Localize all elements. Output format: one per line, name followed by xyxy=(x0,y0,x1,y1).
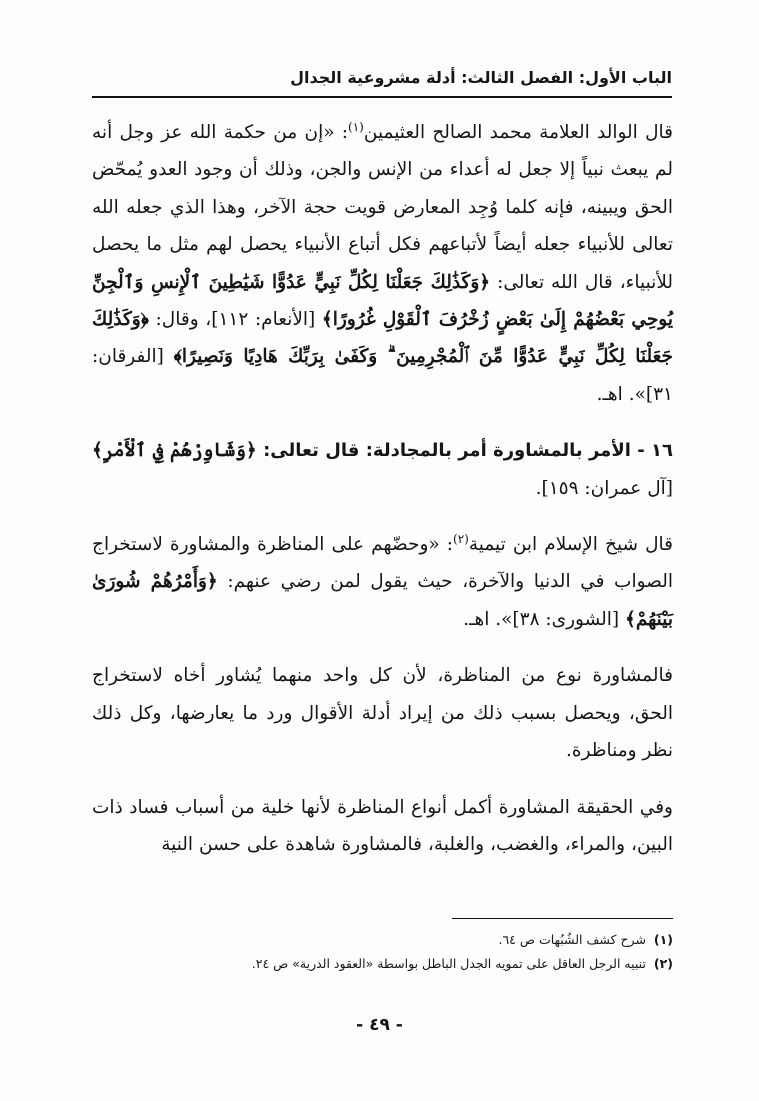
footnote-number: (١) xyxy=(653,932,673,947)
footnote-ref-1[interactable]: (١) xyxy=(348,119,364,134)
footnotes xyxy=(92,928,673,976)
footnote-ref-2[interactable]: (٢) xyxy=(453,531,469,546)
footnote-separator xyxy=(452,918,673,919)
footnote-1 xyxy=(92,928,673,952)
footnote-2 xyxy=(92,952,673,976)
main-text xyxy=(92,114,673,863)
quran-verse: ﴿وَكَذَٰلِكَ جَعَلْنَا لِكُلِّ نَبِيٍّ عَدُوًّا مِّنَ ٱلْمُجْرِمِينَ ۗ وَكَفَىٰ بِرَبِّكَ هَادِيًا وَنَصِيرًا﴾ xyxy=(92,309,673,368)
running-header xyxy=(92,58,672,98)
paragraph-consultation-perfect: وفي الحقيقة المشاورة أكمل أنواع المناظرة لأنها خلية من أسباب فساد ذات البين، والمراء، والغضب، والغلبة، فالمشاورة شاهدة على حسن النية xyxy=(92,796,673,855)
page-number: - ٤٩ - xyxy=(356,1015,403,1035)
paragraph-uthaymin-quote: قال الوالد العلامة محمد الصالح العثيمين$^{(١)}$: «إن من حكمة الله عز وجل أنه لم يبعث نبياً إلا جعل له أعداء من الإنس والجن، وذلك أن وجود العدو يُمحّض الحق ويبينه، فإنه كلما وُجِد المعارض قويت حجة الآخر، وهذا الذي جعله الله تعالى للأنبياء جعله أيضاً لأتباعهم فكل أتباع الأنبياء يحصل لهم مثل ما يحصل للأنبياء، قال الله تعالى: ﴿وَكَذَٰلِكَ جَعَلْنَا لِكُلِّ نَبِيٍّ عَدُوًّا شَيَٰطِينَ ٱلْإِنسِ وَٱلْجِنِّ يُوحِي بَعْضُهُمْ إِلَىٰ بَعْضٍ زُخْرُفَ ٱلْقَوْلِ غُرُورًا﴾ [الأنعام: ١١٢]، وقال: ﴿وَكَذَٰلِكَ جَعَلْنَا لِكُلِّ نَبِيٍّ عَدُوًّا مِّنَ ٱلْمُجْرِمِينَ ۗ وَكَفَىٰ بِرَبِّكَ هَادِيًا وَنَصِيرًا﴾ [الفرقان: ٣١]». اهـ. xyxy=(92,119,673,405)
running-title: الباب الأول: الفصل الثالث: أدلة مشروعية الجدال xyxy=(290,67,672,87)
section-16: ١٦ - الأمر بالمشاورة أمر بالمجادلة: قال تعالى: ﴿وَشَاوِرْهُمْ فِي ٱلْأَمْرِ﴾ [آل عمران: ١٥٩]. xyxy=(92,440,673,499)
footnote-text: تنبيه الرجل العاقل على تمويه الجدل الباطل بواسطة «العقود الدرية» ص ٢٤. xyxy=(251,956,646,971)
paragraph-ibn-taymiyya-quote: قال شيخ الإسلام ابن تيمية$^{(٢)}$: «وحضّهم على المناظرة والمشاورة لاستخراج الصواب في الدنيا والآخرة، حيث يقول لمن رضي عنهم: ﴿وَأَمْرُهُمْ شُورَىٰ بَيْنَهُمْ﴾ [الشورى: ٣٨]». اهـ. xyxy=(92,531,674,630)
quran-verse: ﴿وَشَاوِرْهُمْ فِي ٱلْأَمْرِ﴾ xyxy=(92,440,257,462)
paragraph-consultation: فالمشاورة نوع من المناظرة، لأن كل واحد منهما يُشاور أخاه لاستخراج الحق، ويحصل بسبب ذلك من إيراد أدلة الأقوال ورد ما يعارضها، وكل ذلك نظر ومناظرة. xyxy=(92,665,673,762)
quran-verse: ﴿وَأَمْرُهُمْ شُورَىٰ بَيْنَهُمْ﴾ xyxy=(92,571,673,630)
quran-verse: ﴿وَكَذَٰلِكَ جَعَلْنَا لِكُلِّ نَبِيٍّ عَدُوًّا شَيَٰطِينَ ٱلْإِنسِ وَٱلْجِنِّ يُوحِي بَعْضُهُمْ إِلَىٰ بَعْضٍ زُخْرُفَ ٱلْقَوْلِ غُرُورًا﴾ xyxy=(92,271,673,331)
footnote-number: (٢) xyxy=(653,956,673,971)
footnote-text: شرح كشف الشُبُهات ص ٦٤. xyxy=(498,932,646,947)
section-heading: ١٦ - الأمر بالمشاورة أمر بالمجادلة: قال تعالى: xyxy=(256,440,673,462)
